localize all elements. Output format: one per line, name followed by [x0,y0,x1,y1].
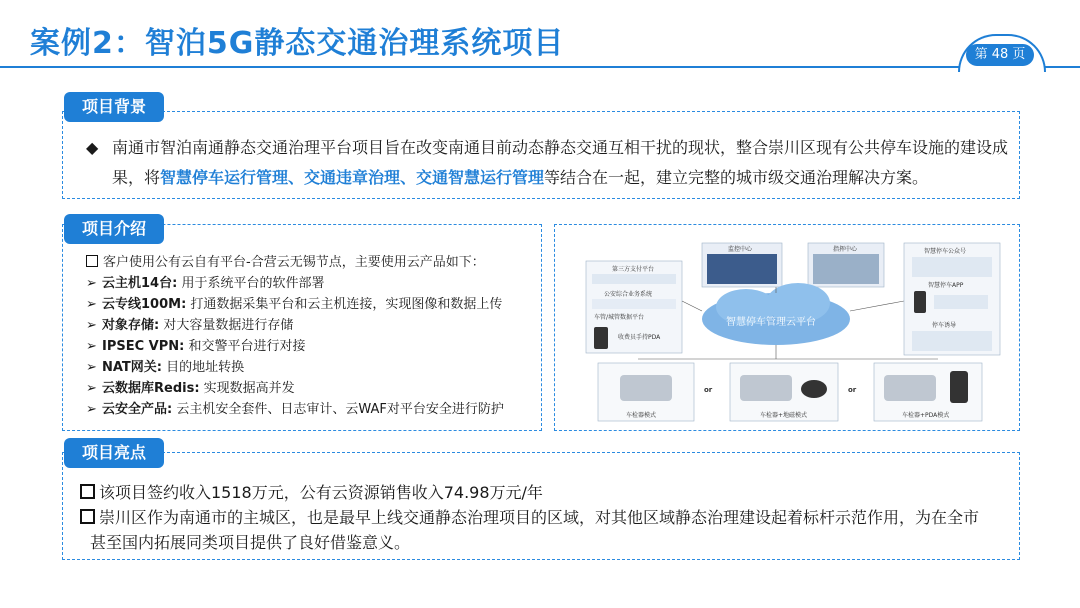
arrow-bullet-icon: ➢ [86,318,97,333]
background-highlight: 智慧停车运行管理、交通违章治理、交通智慧运行管理 [160,168,545,187]
arrow-bullet-icon: ➢ [86,402,97,417]
command-center-caption: 指挥中心 [833,246,858,253]
intro-item-desc: 打通数据采集平台和云主机连接，实现图像和数据上传 [190,297,503,312]
cloud-label: 智慧停车管理云平台 [726,317,816,328]
intro-label: 项目介绍 [64,214,164,244]
car-detector-icon [620,375,672,401]
connector-line [682,301,702,311]
arrow-bullet-icon: ➢ [86,360,97,375]
page-title: 案例2：智泊5G静态交通治理系统项目 [30,26,565,61]
right-item-label: 停车诱导 [932,322,957,329]
arrow-bullet-icon: ➢ [86,276,97,291]
arrow-bullet-icon: ➢ [86,381,97,396]
highlights-list [80,480,1000,555]
background-text [86,133,1010,193]
intro-item [86,357,536,378]
intro-item-desc: 对大容量数据进行存储 [163,318,294,333]
background-text-part1: 南通市智泊南通静态交通治理平台项目旨在改变南通目前动态静态交通互相干扰的现状，整合崇川区现有公共停车设施的建设成果，将 [112,138,1009,187]
intro-item [86,378,536,399]
or-label: or [704,386,713,394]
title-underline [0,66,1080,68]
police-logos [592,299,676,309]
mode-caption: 车检器模式 [626,412,657,419]
intro-item-desc: 云主机安全套件、日志审计、云WAF对平台安全进行防护 [176,402,504,417]
intro-item-name: 云专线100M: [102,297,187,312]
monitor-center-image [707,254,777,284]
intro-item [86,336,536,357]
intro-item [86,315,536,336]
command-center-image [813,254,879,284]
intro-item-name: 对象存储: [102,318,160,333]
left-item-label: 第三方支付平台 [612,266,655,273]
arrow-bullet-icon: ➢ [86,339,97,354]
guidance-screens [912,331,992,351]
background-text-part2: 等结合在一起，建立完整的城市级交通治理解决方案。 [544,168,929,187]
payment-logos [592,274,676,284]
highlight-row [80,505,1000,530]
highlight-line1: 该项目签约收入1518万元，公有云资源销售收入74.98万元/年 [99,483,543,502]
intro-item [86,273,536,294]
or-label: or [848,386,857,394]
intro-item-desc: 目的地址转换 [166,360,245,375]
intro-item-name: NAT网关: [102,360,162,375]
highlights-label: 项目亮点 [64,438,164,468]
phone-icon [914,291,926,313]
highlight-line2: 崇川区作为南通市的主城区，也是最早上线交通静态治理项目的区域，对其他区域静态治理建设起着标杆示范作用，为在全市 [99,508,980,527]
highlight-line3: 甚至国内拓展同类项目提供了良好借鉴意义。 [90,533,411,552]
architecture-diagram [578,241,1008,426]
pda-device-icon [950,371,968,403]
intro-item [86,399,536,420]
page-number: 第 48 页 [966,44,1034,66]
intro-item [86,294,536,315]
checkbox-square-icon [80,484,95,499]
arrow-bullet-icon: ➢ [86,297,97,312]
car-detector-icon [884,375,936,401]
pda-device-icon [594,327,608,349]
highlight-row [80,480,1000,505]
left-item-label: 公安综合业务系统 [604,291,653,298]
diamond-bullet-icon: ◆ [86,138,99,157]
intro-item-desc: 实现数据高并发 [203,381,295,396]
intro-list [86,252,536,420]
geomagnetic-sensor-icon [801,380,827,398]
intro-item-desc: 和交警平台进行对接 [188,339,306,354]
intro-item-name: 云数据库Redis: [102,381,200,396]
left-item-label: 车管/城管数据平台 [594,314,645,321]
connector-line [850,301,904,311]
monitor-center-caption: 监控中心 [728,246,753,253]
mode-caption: 车检器+地磁模式 [760,412,808,419]
app-icons [934,295,988,309]
intro-lead: 客户使用公有云自有平台-合营云无锡节点，主要使用云产品如下： [103,255,485,270]
intro-item-name: 云安全产品: [102,402,173,417]
mode-caption: 车检器+PDA模式 [902,412,950,419]
intro-item-name: 云主机14台: [102,276,178,291]
car-detector-icon [740,375,792,401]
background-label: 项目背景 [64,92,164,122]
checkbox-square-icon [86,255,98,267]
intro-item-name: IPSEC VPN: [102,339,185,354]
intro-lead-row [86,252,536,273]
right-item-label: 智慧停车公众号 [924,248,967,255]
checkbox-square-icon [80,509,95,524]
highlight-row [80,530,1000,555]
right-item-label: 智慧停车APP [928,282,964,289]
wechat-screens [912,257,992,277]
intro-item-desc: 用于系统平台的软件部署 [181,276,325,291]
left-item-label: 收费员手持PDA [618,334,661,341]
